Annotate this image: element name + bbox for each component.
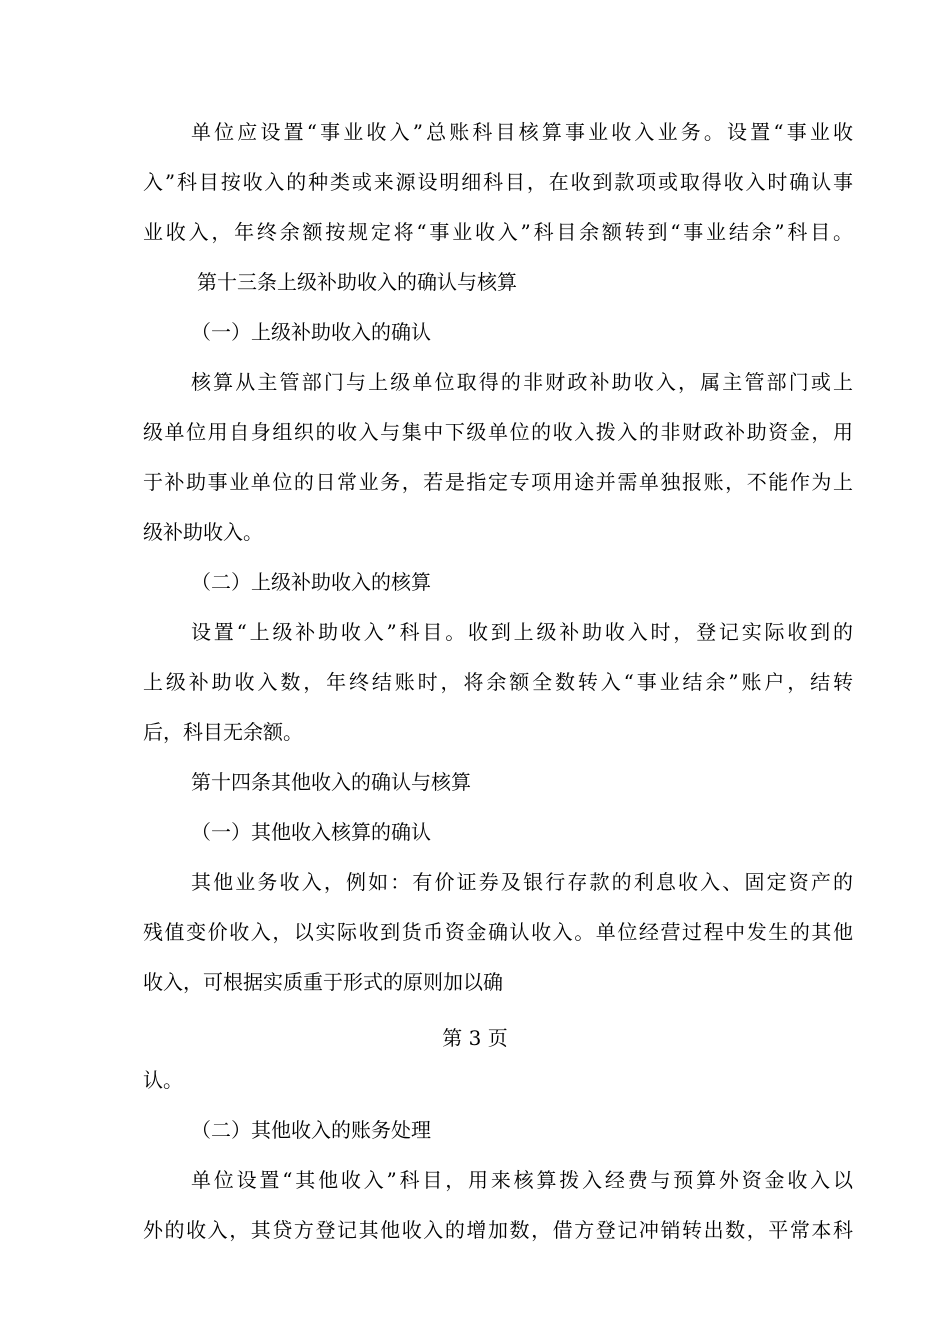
paragraph-line: 级单位用自身组织的收入与集中下级单位的收入拨入的非财政补助资金，用 bbox=[143, 420, 853, 444]
subsection-heading: （二）其他收入的账务处理 bbox=[191, 1118, 431, 1142]
paragraph-line: 业收入，年终余额按规定将“事业收入”科目余额转到“事业结余”科目。 bbox=[143, 220, 853, 244]
paragraph-line: 外的收入，其贷方登记其他收入的增加数，借方登记冲销转出数，平常本科 bbox=[143, 1218, 853, 1242]
paragraph-line: 认。 bbox=[143, 1068, 183, 1092]
subsection-heading: （一）其他收入核算的确认 bbox=[191, 820, 431, 844]
subsection-heading: （二）上级补助收入的核算 bbox=[191, 570, 431, 594]
section-heading: 第十三条上级补助收入的确认与核算 bbox=[197, 270, 517, 294]
section-heading: 第十四条其他收入的确认与核算 bbox=[191, 770, 471, 794]
paragraph-line: 核算从主管部门与上级单位取得的非财政补助收入，属主管部门或上 bbox=[191, 370, 853, 394]
paragraph-line: 单位应设置“事业收入”总账科目核算事业收入业务。设置“事业收 bbox=[191, 120, 853, 144]
paragraph-line: 其他业务收入，例如：有价证券及银行存款的利息收入、固定资产的 bbox=[191, 870, 853, 894]
paragraph-line: 级补助收入。 bbox=[143, 520, 263, 544]
paragraph-line: 收入，可根据实质重于形式的原则加以确 bbox=[143, 970, 503, 994]
paragraph-line: 残值变价收入，以实际收到货币资金确认收入。单位经营过程中发生的其他 bbox=[143, 920, 853, 944]
paragraph-line: 于补助事业单位的日常业务，若是指定专项用途并需单独报账，不能作为上 bbox=[143, 470, 853, 494]
paragraph-line: 上级补助收入数，年终结账时，将余额全数转入“事业结余”账户，结转 bbox=[143, 670, 853, 694]
paragraph-line: 后，科目无余额。 bbox=[143, 720, 303, 744]
paragraph-line: 入”科目按收入的种类或来源设明细科目，在收到款项或取得收入时确认事 bbox=[143, 170, 853, 194]
subsection-heading: （一）上级补助收入的确认 bbox=[191, 320, 431, 344]
page-number: 第 3 页 bbox=[442, 1026, 508, 1050]
paragraph-line: 单位设置“其他收入”科目，用来核算拨入经费与预算外资金收入以 bbox=[191, 1168, 853, 1192]
paragraph-line: 设置“上级补助收入”科目。收到上级补助收入时，登记实际收到的 bbox=[191, 620, 853, 644]
